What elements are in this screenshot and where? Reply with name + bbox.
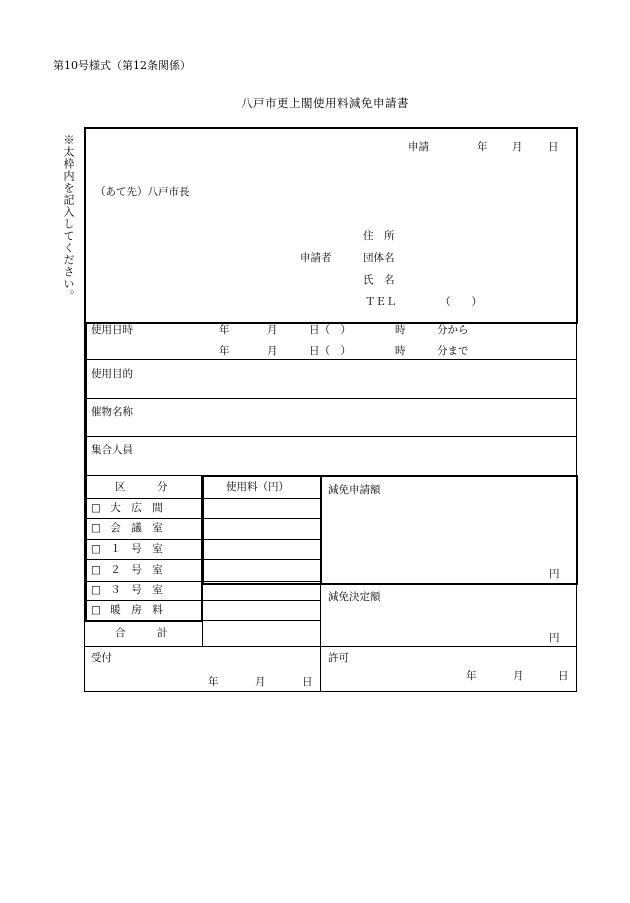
category-label: ３ 号 室 (110, 584, 163, 596)
reception-day: 日 (302, 676, 313, 688)
tel-paren: （ ） (440, 296, 482, 308)
checkbox[interactable]: □ (91, 584, 101, 596)
usage-day-1: 日（ ） (309, 324, 351, 336)
reception-year: 年 (208, 676, 219, 688)
reduction-decision-label: 減免決定額 (328, 591, 381, 603)
usage-hour-1: 時 (395, 324, 406, 336)
addressee: （あて先）八戸市長 (95, 186, 190, 198)
permission-year: 年 (466, 670, 477, 682)
checkbox[interactable]: □ (91, 502, 101, 514)
category-row-3 (91, 565, 163, 576)
category-header: 区 分 (115, 481, 168, 493)
side-note: ※太枠内を記入してください。 (62, 134, 75, 302)
category-label: １ 号 室 (110, 543, 163, 555)
usage-year-1: 年 (219, 324, 230, 336)
category-row-1 (91, 523, 163, 534)
total-label: 合 計 (115, 627, 168, 639)
category-row-4 (91, 585, 163, 596)
checkbox[interactable]: □ (91, 543, 101, 555)
group-label: 団体名 (363, 252, 395, 264)
category-row-2 (91, 544, 163, 555)
category-label: 会 議 室 (110, 522, 163, 534)
usage-day-2: 日（ ） (309, 345, 351, 357)
applicant-frame (84, 127, 578, 324)
category-label: 暖 房 料 (110, 604, 163, 616)
usage-datetime-label: 使用日時 (91, 324, 133, 336)
checkbox[interactable]: □ (91, 522, 101, 534)
category-label: ２ 号 室 (110, 564, 163, 576)
permission-day: 日 (558, 670, 569, 682)
fee-header: 使用料（円） (226, 481, 289, 493)
address-label: 住 所 (363, 230, 395, 242)
permission-label: 許可 (328, 652, 349, 664)
reduction-decision-unit: 円 (549, 632, 560, 644)
application-year: 年 (477, 141, 488, 153)
event-name-label: 催物名称 (91, 406, 133, 418)
category-label: 大 広 間 (110, 502, 163, 514)
attendees-label: 集合人員 (91, 444, 133, 456)
form-title: 八戸市更上閣使用料減免申請書 (241, 96, 409, 110)
tel-label: ＴＥＬ (365, 296, 397, 308)
reduction-request-label: 減免申請額 (328, 484, 381, 496)
purpose-label: 使用目的 (91, 368, 133, 380)
usage-month-1: 月 (267, 324, 278, 336)
category-row-0 (91, 503, 163, 514)
form-number: 第10号様式（第12条関係） (53, 59, 191, 72)
reception-month: 月 (255, 676, 266, 688)
usage-hour-2: 時 (395, 345, 406, 357)
usage-from: 分から (437, 324, 469, 336)
usage-year-2: 年 (219, 345, 230, 357)
usage-month-2: 月 (267, 345, 278, 357)
name-label: 氏 名 (363, 274, 395, 286)
reception-label: 受付 (91, 652, 112, 664)
checkbox[interactable]: □ (91, 604, 101, 616)
category-row-5 (91, 605, 163, 616)
permission-month: 月 (513, 670, 524, 682)
reduction-request-unit: 円 (549, 568, 560, 580)
application-month: 月 (512, 141, 523, 153)
applicant-label: 申請者 (300, 252, 332, 264)
checkbox[interactable]: □ (91, 564, 101, 576)
usage-to: 分まで (437, 345, 469, 357)
application-label: 申請 (408, 141, 429, 153)
application-day: 日 (548, 141, 559, 153)
